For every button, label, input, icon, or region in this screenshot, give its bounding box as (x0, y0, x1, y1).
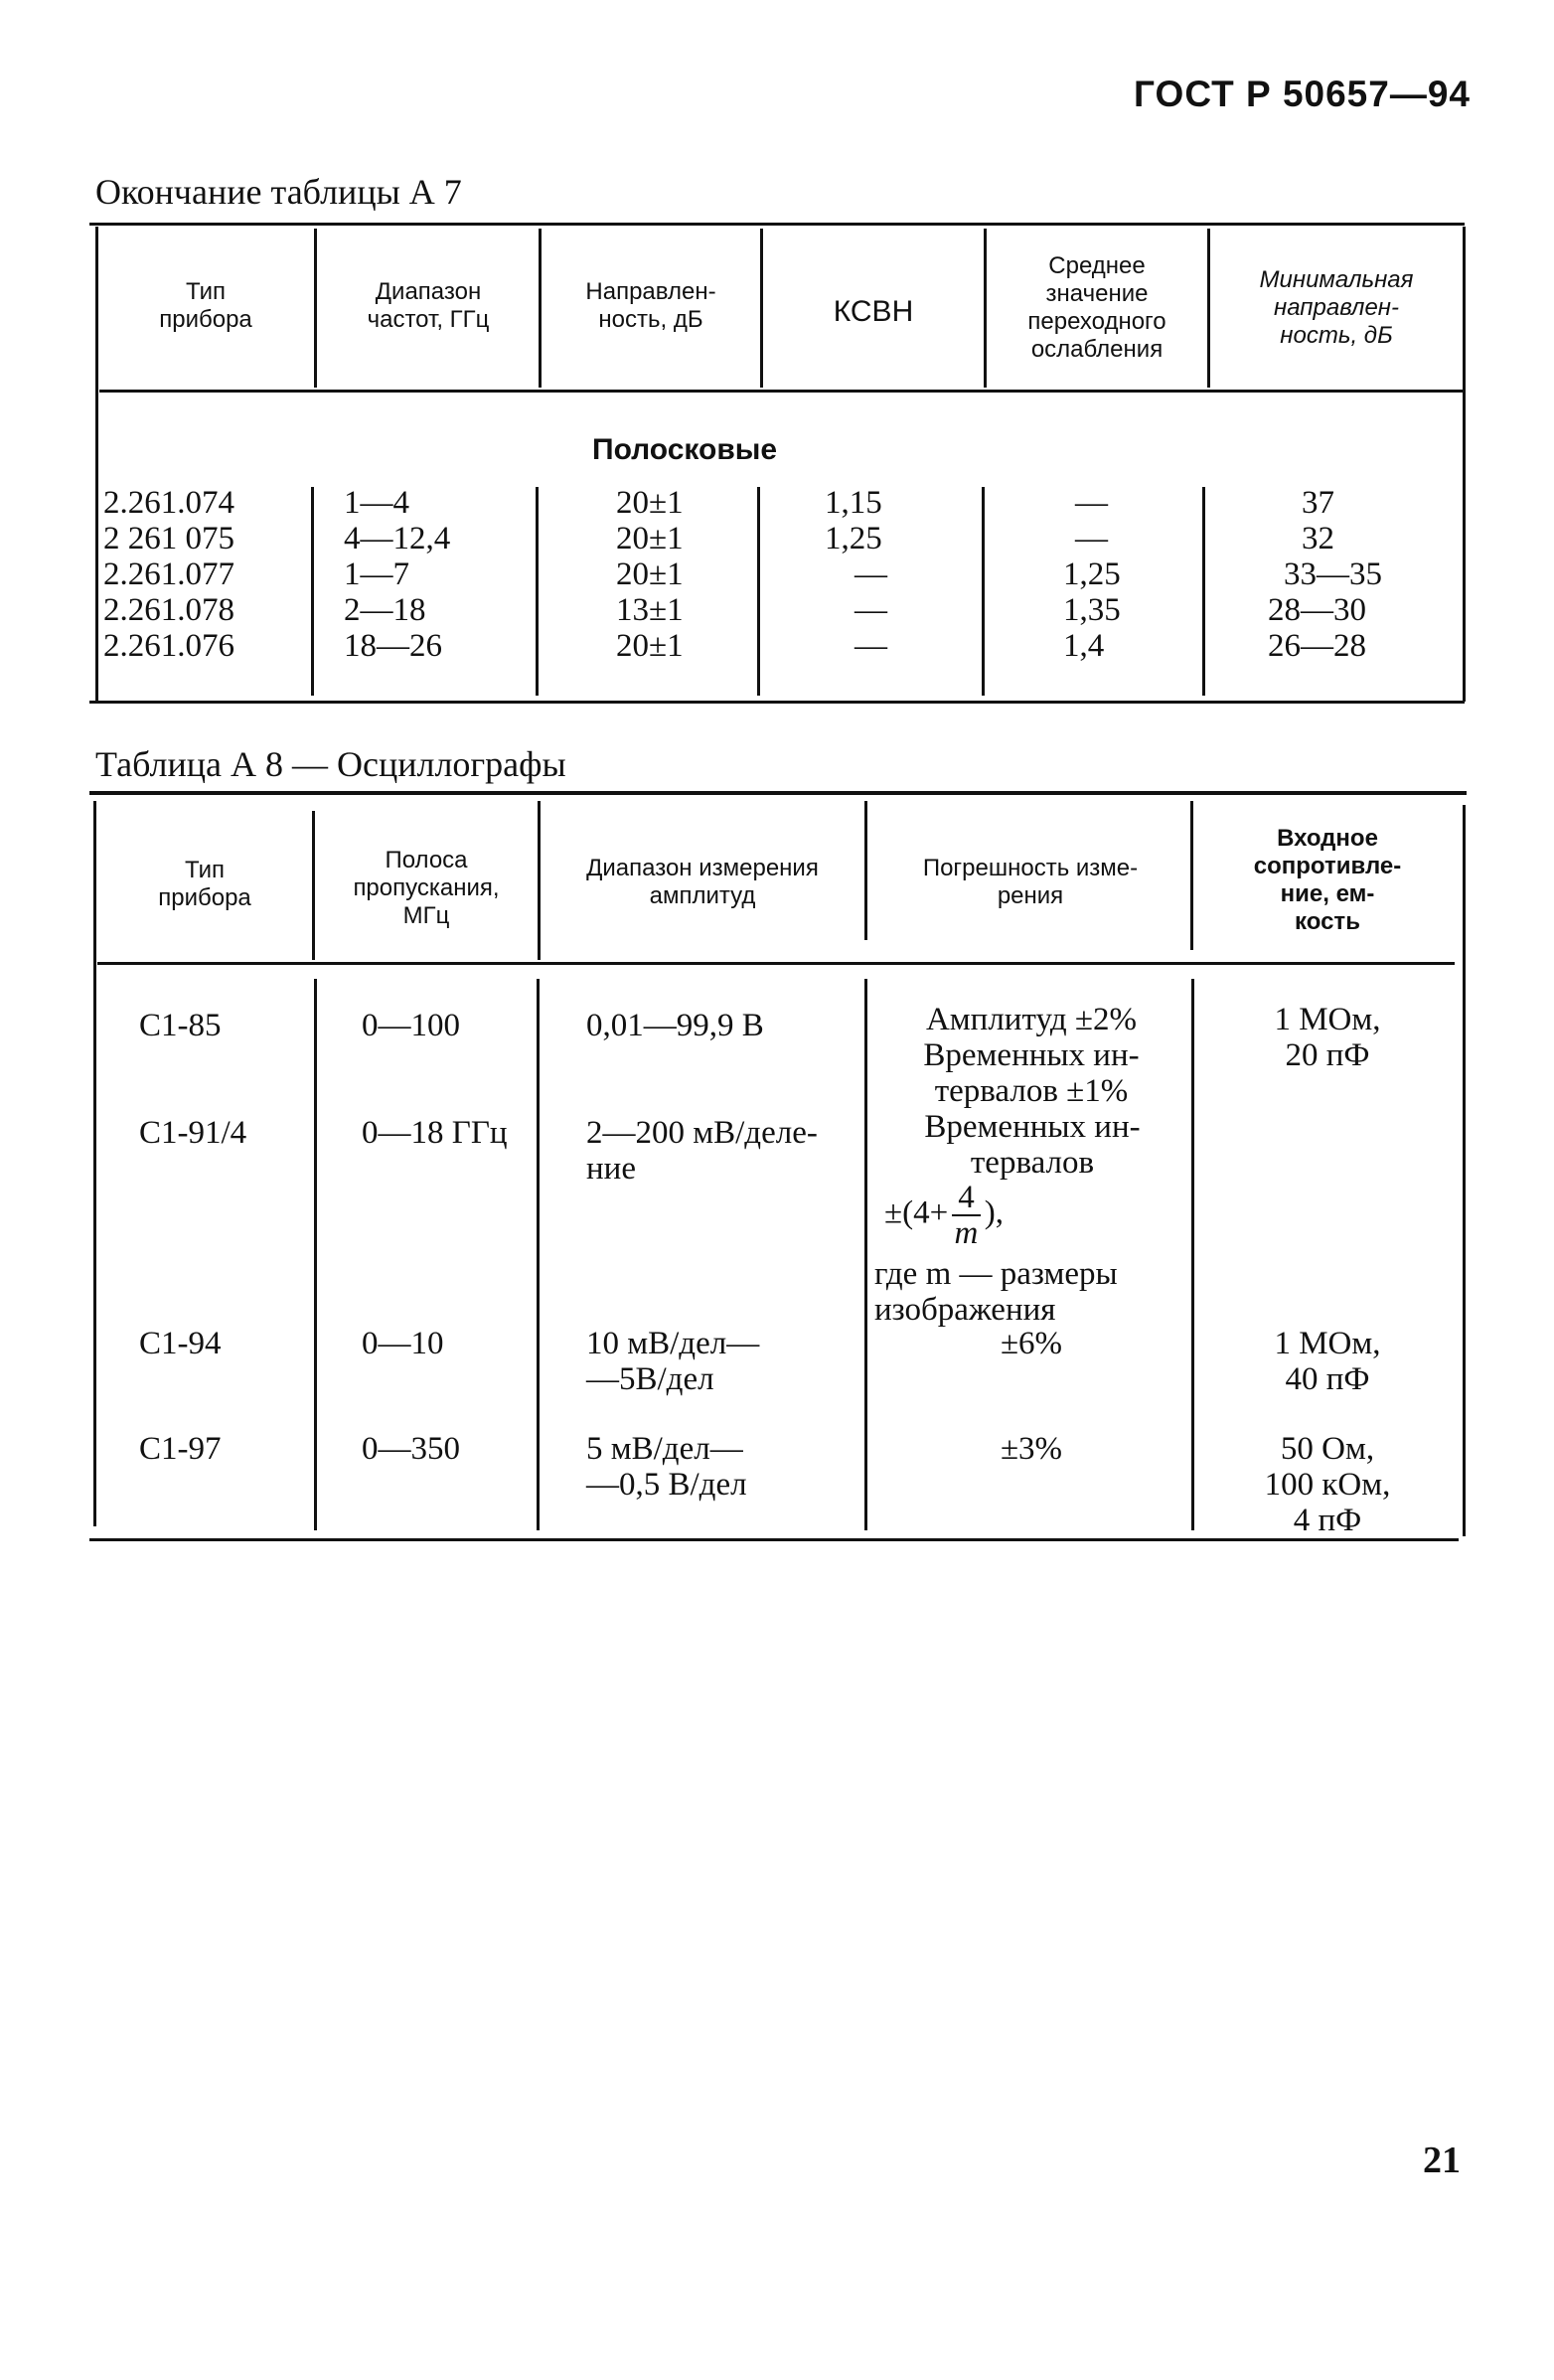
table-a7-header-directivity: Направлен- ность, дБ (585, 278, 716, 333)
cell-type: С1-97 (139, 1431, 222, 1467)
table-a7-caption: Окончание таблицы А 7 (95, 172, 462, 212)
cell-range: 1—7 (344, 556, 409, 592)
error-formula (884, 1181, 1182, 1250)
table-a7-bottom-rule (89, 701, 1465, 704)
table-a7-col-sep (539, 229, 542, 388)
cell-min-directivity: 28—30 (1268, 592, 1366, 628)
table-a7-col-sep (1202, 487, 1205, 696)
table-a7-col-sep (536, 487, 539, 696)
cell-range: 1—4 (344, 485, 409, 521)
table-a8-bottom-rule (89, 1538, 1459, 1541)
cell-type: 2.261.078 (103, 592, 234, 628)
table-a8-col-sep (538, 801, 541, 960)
table-a7-section-title: Полосковые (592, 433, 778, 466)
table-a8-col-sep (864, 801, 867, 940)
cell-amplitude-range: 2—200 мВ/деле- ние (586, 1115, 818, 1187)
table-a8-col-sep (864, 979, 867, 1530)
document-header: ГОСТ Р 50657—94 (1134, 74, 1471, 114)
table-a8-caption: Таблица А 8 — Осциллографы (95, 744, 566, 784)
table-a8-right-border (1463, 805, 1466, 1536)
table-a7-col-sep (757, 487, 760, 696)
cell-amplitude-range: 5 мВ/дел— —0,5 В/дел (586, 1431, 747, 1503)
table-a7-header-average: Среднее значение переходного ослабления (1027, 252, 1166, 363)
table-a8-header-error: Погрешность изме- рения (922, 855, 1139, 909)
cell-vswr: — (855, 556, 887, 592)
table-a7-col-sep (760, 229, 763, 388)
table-a8-col-sep (314, 979, 317, 1530)
cell-type: 2.261.077 (103, 556, 234, 592)
cell-error-c1-97: ±3% (1000, 1431, 1063, 1467)
cell-bandwidth: 0—10 (362, 1326, 444, 1361)
table-a7-col-sep (982, 487, 985, 696)
cell-min-directivity: 32 (1302, 521, 1334, 556)
cell-type: С1-91/4 (139, 1115, 247, 1151)
cell-impedance-c1-97: 50 Ом, 100 кОм, 4 пФ (1264, 1431, 1391, 1538)
cell-type: С1-85 (139, 1008, 222, 1043)
table-a8-col-sep (312, 811, 315, 960)
cell-min-directivity: 26—28 (1268, 628, 1366, 664)
cell-average: 1,25 (1063, 556, 1121, 592)
cell-error-c1-91-4: Временных ин- тервалов (924, 1109, 1141, 1181)
table-a7-header-range: Диапазон частот, ГГц (367, 278, 490, 333)
table-a7-col-sep (311, 487, 314, 696)
table-a8-header-rule (97, 962, 1455, 965)
formula-denominator: m (954, 1215, 979, 1251)
cell-average: — (1075, 485, 1108, 521)
cell-type: 2.261.074 (103, 485, 234, 521)
formula-suffix: ), (984, 1194, 1004, 1231)
table-a7-col-sep (314, 229, 317, 388)
table-a7-header-type: Тип прибора (159, 278, 252, 333)
table-a8-col-sep (537, 979, 540, 1530)
cell-average: 1,4 (1063, 628, 1105, 664)
cell-range: 2—18 (344, 592, 426, 628)
cell-vswr: — (855, 628, 887, 664)
formula-numerator: 4 (952, 1181, 981, 1216)
table-a7-left-border (95, 227, 98, 702)
cell-min-directivity: 37 (1302, 485, 1334, 521)
table-a8-left-border (93, 801, 96, 1526)
table-a7-header-vswr: КСВН (833, 295, 914, 328)
cell-amplitude-range: 0,01—99,9 В (586, 1008, 764, 1043)
cell-vswr: 1,15 (825, 485, 882, 521)
cell-bandwidth: 0—18 ГГц (362, 1115, 508, 1151)
formula-prefix: ±(4+ (884, 1194, 949, 1231)
cell-directivity: 13±1 (616, 592, 684, 628)
cell-impedance-c1-85: 1 МОм, 20 пФ (1274, 1002, 1381, 1073)
cell-vswr: — (855, 592, 887, 628)
cell-error-c1-85: Амплитуд ±2% Временных ин- тервалов ±1% (923, 1002, 1140, 1109)
cell-directivity: 20±1 (616, 556, 684, 592)
cell-range: 4—12,4 (344, 521, 451, 556)
table-a8-col-sep (1190, 801, 1193, 950)
table-a7-right-border (1463, 227, 1466, 702)
table-a8-top-rule (89, 791, 1467, 795)
cell-vswr: 1,25 (825, 521, 882, 556)
table-a8-header-type: Тип прибора (158, 857, 251, 911)
cell-average: 1,35 (1063, 592, 1121, 628)
cell-min-directivity: 33—35 (1284, 556, 1382, 592)
table-a7-col-sep (1207, 229, 1210, 388)
cell-impedance-c1-94: 1 МОм, 40 пФ (1274, 1326, 1381, 1397)
cell-type: С1-94 (139, 1326, 222, 1361)
table-a7-col-sep (984, 229, 987, 388)
page-number: 21 (1423, 2140, 1461, 2181)
table-a7-header-min-directivity: Минимальная направлен- ность, дБ (1259, 266, 1414, 349)
cell-average: — (1075, 521, 1108, 556)
cell-directivity: 20±1 (616, 628, 684, 664)
table-a8-header-bandwidth: Полоса пропускания, МГц (353, 847, 500, 929)
table-a8-header-impedance: Входное сопротивле- ние, ем- кость (1253, 825, 1402, 935)
cell-bandwidth: 0—100 (362, 1008, 460, 1043)
table-a7-header-rule (99, 390, 1465, 393)
cell-error-c1-94: ±6% (1000, 1326, 1063, 1361)
cell-error-note: где m — размеры изображения (874, 1256, 1118, 1328)
table-a7-top-rule (89, 223, 1465, 226)
cell-range: 18—26 (344, 628, 442, 664)
cell-bandwidth: 0—350 (362, 1431, 460, 1467)
cell-type: 2.261.076 (103, 628, 234, 664)
cell-directivity: 20±1 (616, 521, 684, 556)
cell-directivity: 20±1 (616, 485, 684, 521)
table-a8-header-amplitude-range: Диапазон измерения амплитуд (586, 855, 819, 909)
formula-fraction (952, 1181, 981, 1250)
table-a8-col-sep (1191, 979, 1194, 1530)
cell-amplitude-range: 10 мВ/дел— —5В/дел (586, 1326, 760, 1397)
cell-type: 2 261 075 (103, 521, 234, 556)
